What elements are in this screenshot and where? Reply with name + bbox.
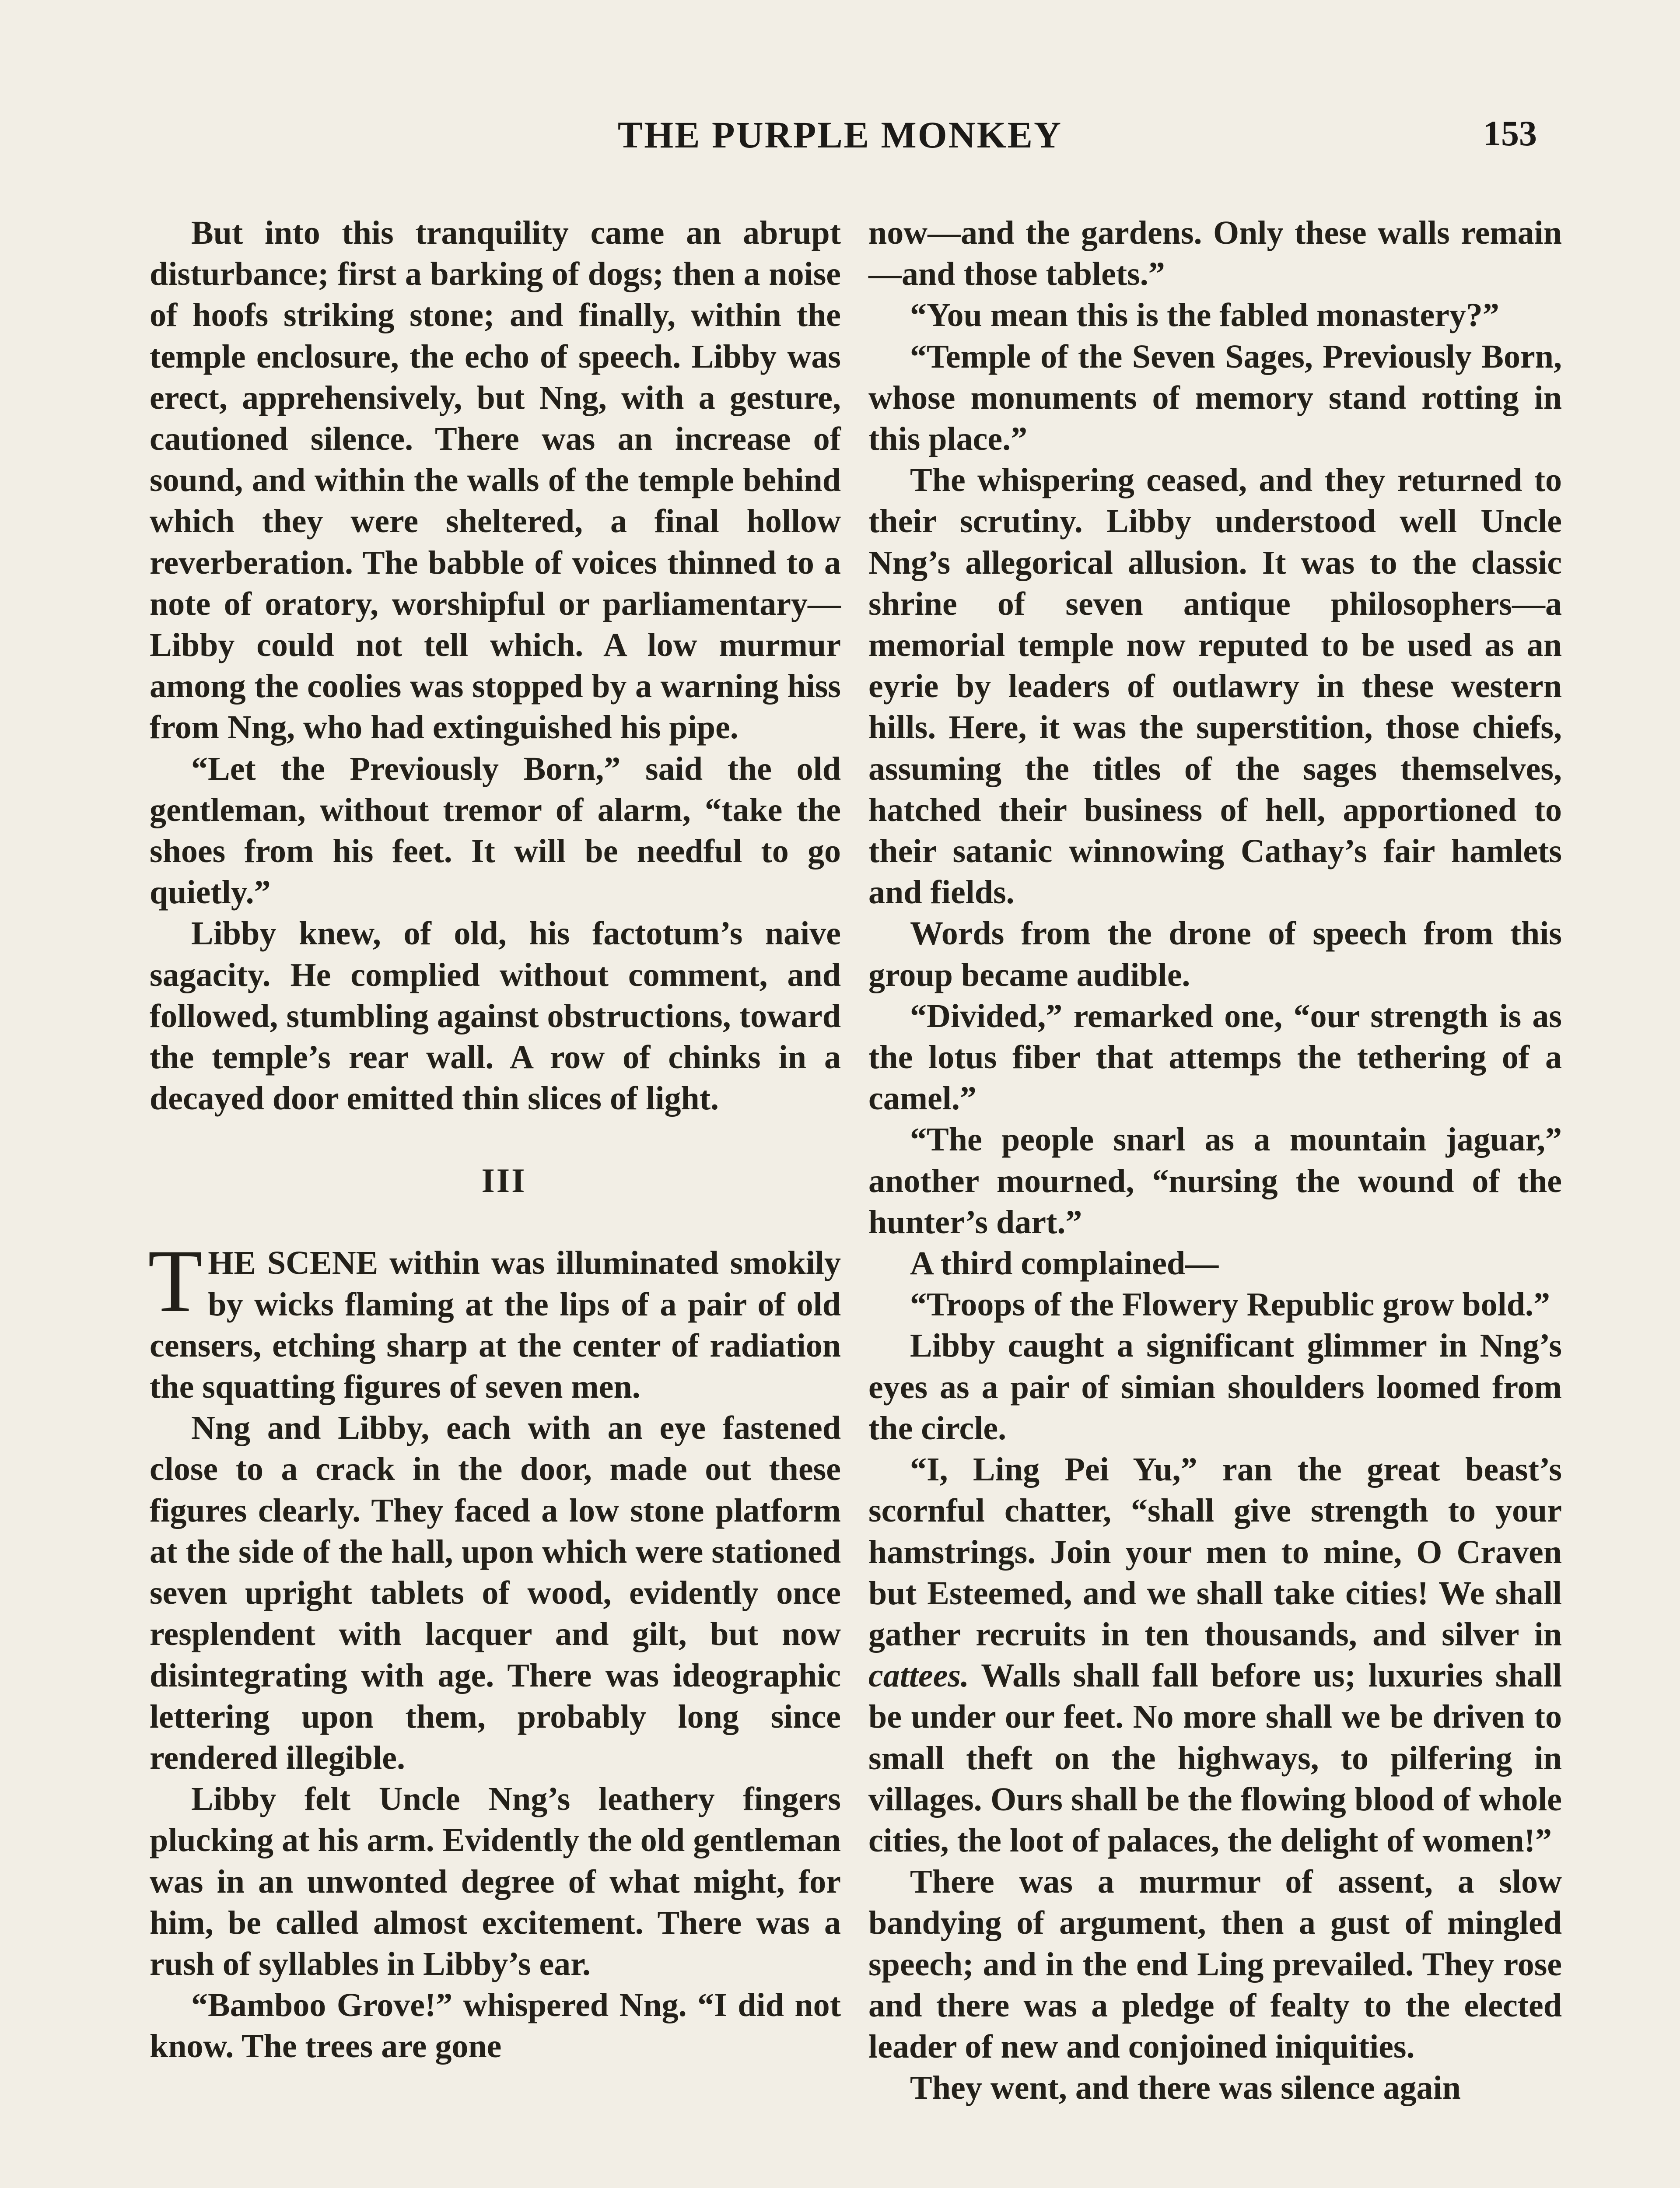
page-header [0, 113, 1680, 161]
paragraph: “Troops of the Flowery Republic grow bold.” [910, 1286, 1550, 1323]
paragraph: They went, and there was silence again [910, 2069, 1461, 2107]
paragraph: Libby caught a significant glimmer in Nng’s eyes as a pair of simian shoulders loomed from the circle. [868, 1327, 1562, 1447]
paragraph: “Bamboo Grove!” whispered Nng. “I did not know. The trees are gone [150, 1987, 841, 2065]
paragraph: There was a murmur of assent, a slow bandying of argument, then a gust of mingled speech; and in the end Ling prevailed. They rose and there was a pledge of fealty to the elected leader of new and conjoined iniquities. [868, 1863, 1562, 2065]
paragraph-text: within was illuminated smokily by wicks flaming at the lips of a pair of old censers, etching sharp at the center of radiation the squatting figures of seven men. [150, 1245, 841, 1406]
paragraph: The whispering ceased, and they returned to their scrutiny. Libby understood well Uncle Nng’s allegorical allusion. It was to the classic shrine of seven antique philosophers—a memorial temple now reputed to be used as an eyrie by leaders of outlawry in these western hills. Here, it was the superstition, those chiefs, assuming the titles of the sages themselves, hatched their business of hell, apportioned to their satanic winnowing Cathay’s fair hamlets and fields. [868, 462, 1562, 911]
dropcap-paragraph [148, 1231, 841, 1407]
paragraph [868, 1449, 1562, 1861]
running-title: THE PURPLE MONKEY [617, 114, 1063, 156]
paragraph: “Temple of the Seven Sages, Previously Born, whose monuments of memory stand rotting in this place.” [868, 338, 1562, 458]
italic-word: cattees. [868, 1657, 970, 1694]
paragraph: Libby felt Uncle Nng’s leathery fingers plucking at his arm. Evidently the old gentleman was in an unwonted degree of what might, for him, be called almost excitement. There was a rush of syllables in Libby’s ear. [150, 1781, 841, 1982]
paragraph: Libby knew, of old, his factotum’s naive sagacity. He complied without comment, and followed, stumbling against obstructions, toward the temple’s rear wall. A row of chinks in a decayed door emitted thin slices of light. [150, 915, 841, 1117]
section-heading: III [481, 1161, 527, 1200]
paragraph: “The people snarl as a mountain jaguar,” another mourned, “nursing the wound of the hunter’s dart.” [868, 1121, 1562, 1241]
paragraph-text: “I, Ling Pei Yu,” ran the great beast’s scornful chatter, “shall give strength to your hamstrings. Join your men to mine, O Craven but Esteemed, and we shall take cities! We shall gather recruits in ten thousands, and silver in [868, 1451, 1562, 1653]
paragraph: Nng and Libby, each with an eye fastened close to a crack in the door, made out these figures clearly. They faced a low stone platform at the side of the hall, upon which were stationed seven upright tablets of wood, evidently once resplendent with lacquer and gilt, but now disintegrating with age. There was ideographic lettering upon them, probably long since rendered illegible. [150, 1410, 841, 1776]
paragraph: “Let the Previously Born,” said the old gentleman, without tremor of alarm, “take the shoes from his feet. It will be needful to go quietly.” [150, 750, 841, 911]
drop-cap: T [148, 1231, 203, 1331]
paragraph-continuation: now—and the gardens. Only these walls remain—and those tablets.” [868, 214, 1562, 293]
left-column [150, 212, 841, 2067]
paragraph: But into this tranquility came an abrupt disturbance; first a barking of dogs; then a noise of hoofs striking stone; and finally, within the temple enclosure, the echo of speech. Libby was erect, apprehensively, but Nng, with a gesture, cautioned silence. There was an increase of sound, and within the walls of the temple behind which they were sheltered, a final hollow reverberation. The babble of voices thinned to a note of oratory, worshipful or parliamentary—Libby could not tell which. A low murmur among the coolies was stopped by a warning hiss from Nng, who had extinguished his pipe. [150, 214, 841, 746]
paragraph-text: Walls shall fall before us; luxuries shall be under our feet. No more shall we be driven to small theft on the highways, to pilfering in villages. Ours shall be the flowing blood of whole cities, the loot of palaces, the delight of women!” [868, 1657, 1562, 1859]
paragraph: A third complained— [910, 1245, 1219, 1282]
lead-in-text: HE SCENE [208, 1245, 378, 1282]
page-number: 153 [1483, 113, 1537, 153]
right-column [868, 212, 1562, 2108]
paragraph: “Divided,” remarked one, “our strength is as the lotus fiber that attemps the tethering of a camel.” [868, 997, 1562, 1117]
paragraph: “You mean this is the fabled monastery?” [910, 297, 1499, 334]
paragraph: Words from the drone of speech from this group became audible. [868, 915, 1562, 993]
